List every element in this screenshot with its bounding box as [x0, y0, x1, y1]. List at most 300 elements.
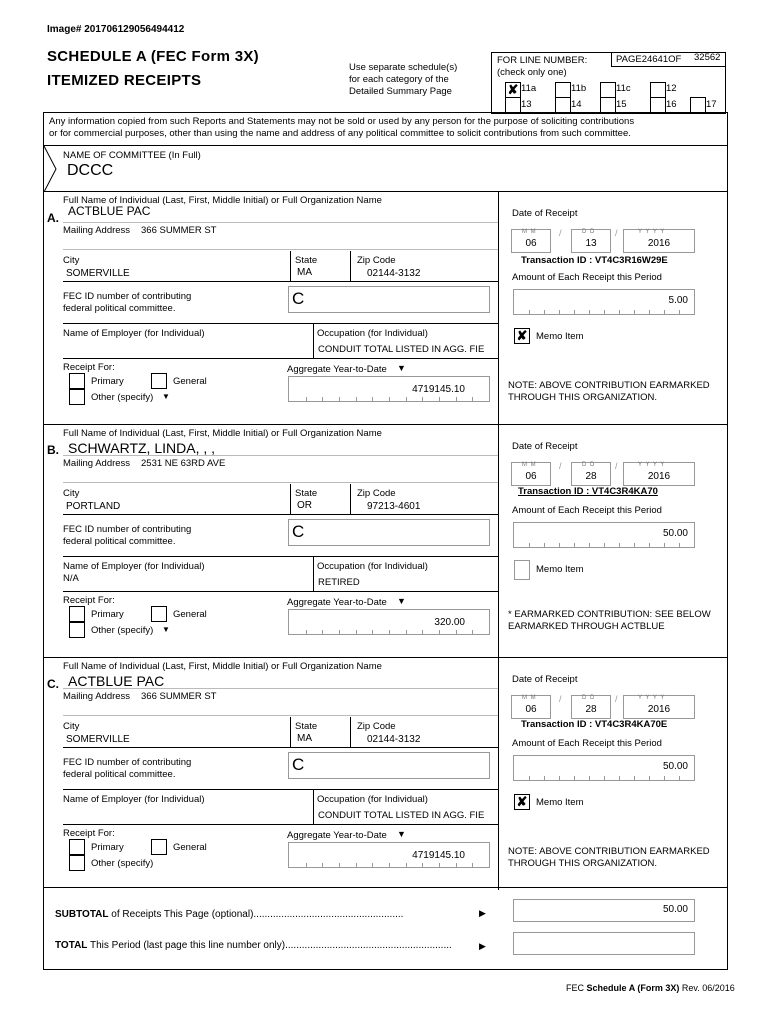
- memo-label: Memo Item: [536, 797, 584, 808]
- state-divider: [290, 717, 291, 747]
- aggregate-value: 4719145.10: [412, 384, 465, 395]
- date-year: 2016: [647, 704, 671, 715]
- box-tick: [322, 863, 323, 867]
- zip-value: 97213-4601: [367, 501, 421, 512]
- total-bold: TOTAL: [55, 940, 88, 951]
- box-tick: [456, 863, 457, 867]
- memo-label: Memo Item: [536, 564, 584, 575]
- subtotal-value: 50.00: [662, 904, 688, 915]
- entry-letter: A.: [47, 211, 59, 225]
- aggregate-label: Aggregate Year-to-Date: [287, 364, 387, 375]
- chevron-down-icon: ▼: [162, 392, 170, 401]
- mailing-label: Mailing Address: [63, 458, 131, 469]
- occupation-underline: [63, 824, 498, 825]
- box-tick: [529, 776, 530, 780]
- committee-divider: [43, 145, 727, 146]
- date-month: 06: [525, 704, 537, 715]
- note-line: THROUGH THIS ORGANIZATION.: [508, 392, 658, 403]
- total-rest: This Period (last page this line number only)............................................................: [87, 940, 452, 951]
- memo-checkbox[interactable]: ✘: [514, 794, 530, 810]
- receipt-for-label: Receipt For:: [63, 828, 115, 839]
- fec-id-line: federal political committee.: [63, 769, 176, 780]
- subtotal-arrow-icon: ▶: [479, 908, 486, 918]
- date-day-box[interactable]: [571, 229, 611, 253]
- year-hint: Y Y Y Y: [638, 229, 666, 235]
- aggregate-box: [288, 376, 490, 402]
- employer-top: [63, 789, 498, 790]
- box-tick: [664, 310, 665, 314]
- occupation-divider: [313, 323, 314, 358]
- check-hint: (check only one): [497, 67, 567, 78]
- box-tick: [306, 630, 307, 634]
- state-label: State: [295, 721, 318, 732]
- city-underline: [63, 281, 498, 282]
- employer-label: Name of Employer (for Individual): [63, 561, 205, 572]
- box-tick: [472, 863, 473, 867]
- line-11b-label: 11b: [571, 83, 587, 94]
- year-hint: Y Y Y Y: [638, 462, 666, 468]
- line-13-label: 13: [521, 99, 532, 110]
- footer-form: Schedule A (Form 3X): [586, 983, 680, 993]
- general-checkbox[interactable]: [151, 373, 167, 389]
- zip-divider: [350, 251, 351, 281]
- state-divider: [290, 251, 291, 281]
- box-tick: [619, 543, 620, 547]
- occupation-value: CONDUIT TOTAL LISTED IN AGG. FIE: [318, 344, 485, 355]
- box-tick: [389, 863, 390, 867]
- occupation-underline: [63, 591, 498, 592]
- box-tick: [339, 630, 340, 634]
- month-hint: M M: [522, 229, 537, 235]
- city-label: City: [63, 721, 80, 732]
- amount-value: 50.00: [662, 761, 688, 772]
- zip-divider: [350, 717, 351, 747]
- box-tick: [406, 397, 407, 401]
- box-tick: [589, 776, 590, 780]
- column-divider: [498, 657, 499, 890]
- day-hint: D D: [582, 462, 596, 468]
- box-tick: [604, 543, 605, 547]
- entry-divider: [43, 657, 727, 658]
- occupation-divider: [313, 556, 314, 591]
- date-label: Date of Receipt: [512, 674, 578, 685]
- box-tick: [472, 397, 473, 401]
- page-number: 24641: [641, 54, 669, 65]
- total-value-box: [513, 932, 695, 955]
- box-tick: [619, 776, 620, 780]
- day-hint: D D: [582, 695, 596, 701]
- total-label: [55, 940, 485, 951]
- box-tick: [356, 397, 357, 401]
- year-hint: Y Y Y Y: [638, 695, 666, 701]
- date-day: 28: [585, 704, 597, 715]
- employer-top: [63, 323, 498, 324]
- city-label: City: [63, 255, 80, 266]
- box-tick: [339, 863, 340, 867]
- box-tick: [679, 776, 680, 780]
- box-tick: [649, 543, 650, 547]
- box-tick: [679, 543, 680, 547]
- amount-label: Amount of Each Receipt this Period: [512, 738, 662, 749]
- other-checkbox[interactable]: [69, 622, 85, 638]
- fec-id-label: [63, 757, 191, 781]
- box-tick: [544, 543, 545, 547]
- note-line: Detailed Summary Page: [349, 86, 452, 97]
- line-16-label: 16: [666, 99, 677, 110]
- fec-id-line: FEC ID number of contributing: [63, 291, 192, 302]
- line-11b-checkbox[interactable]: [555, 82, 571, 98]
- city-value: SOMERVILLE: [66, 734, 130, 745]
- aggregate-label: Aggregate Year-to-Date: [287, 830, 387, 841]
- fec-prefix: C: [292, 522, 305, 541]
- general-label: General: [173, 842, 207, 853]
- date-field: [511, 462, 696, 486]
- note-line: NOTE: ABOVE CONTRIBUTION EARMARKED: [508, 380, 710, 391]
- box-tick: [422, 863, 423, 867]
- mailing-address: 2531 NE 63RD AVE: [141, 458, 226, 469]
- employer-top: [63, 556, 498, 557]
- transaction-id: Transaction ID : VT4C3R4KA70: [518, 486, 658, 497]
- committee-name: DCCC: [67, 162, 114, 179]
- note-line: NOTE: ABOVE CONTRIBUTION EARMARKED: [508, 846, 710, 857]
- entry-note: [508, 846, 710, 870]
- page-total: 32562: [694, 52, 721, 63]
- state-label: State: [295, 488, 318, 499]
- entry-note: [508, 609, 711, 633]
- employer-value: N/A: [63, 573, 79, 584]
- schedule-subtitle: ITEMIZED RECEIPTS: [47, 72, 202, 89]
- memo-checkbox[interactable]: [514, 560, 530, 580]
- line-11c-label: 11c: [616, 83, 631, 94]
- fec-id-line: federal political committee.: [63, 536, 176, 547]
- fec-id-line: FEC ID number of contributing: [63, 524, 192, 535]
- line-number-label: FOR LINE NUMBER:: [497, 55, 588, 66]
- box-tick: [322, 630, 323, 634]
- line-11a-checkbox[interactable]: ✘: [505, 82, 521, 98]
- line-17-checkbox[interactable]: [690, 97, 706, 113]
- date-slash: /: [615, 461, 618, 471]
- box-tick: [439, 397, 440, 401]
- zip-label: Zip Code: [357, 721, 396, 732]
- line-11c-checkbox[interactable]: [600, 82, 616, 98]
- date-month-box[interactable]: [511, 462, 551, 486]
- date-year-box[interactable]: [623, 695, 695, 719]
- of-label: OF: [668, 54, 682, 65]
- primary-checkbox[interactable]: [69, 373, 85, 389]
- entry-divider: [43, 424, 727, 425]
- totals-divider: [43, 887, 727, 888]
- box-tick: [422, 397, 423, 401]
- date-day-box[interactable]: [571, 462, 611, 486]
- occupation-label: Occupation (for Individual): [317, 328, 428, 339]
- subtotal-rest: of Receipts This Page (optional)......................................................: [108, 909, 404, 920]
- committee-bracket: [44, 146, 58, 192]
- primary-checkbox[interactable]: [69, 839, 85, 855]
- box-tick: [679, 310, 680, 314]
- image-id: Image# 201706129056494412: [47, 24, 185, 35]
- disclaimer: [49, 116, 724, 140]
- box-tick: [439, 863, 440, 867]
- address-underline: [63, 482, 498, 483]
- receipt-entry: [0, 191, 770, 424]
- date-slash: /: [559, 228, 562, 238]
- box-tick: [322, 397, 323, 401]
- line-14-checkbox[interactable]: [555, 97, 571, 113]
- contributor-name: ACTBLUE PAC: [68, 204, 151, 218]
- fec-prefix: C: [292, 289, 305, 308]
- page-label: PAGE: [616, 54, 642, 65]
- fec-id-input[interactable]: [288, 752, 490, 779]
- aggregate-arrow-icon: ▼: [397, 596, 406, 606]
- amount-box: [513, 522, 695, 548]
- entry-letter: C.: [47, 677, 59, 691]
- fec-id-label: [63, 291, 191, 315]
- box-tick: [422, 630, 423, 634]
- general-label: General: [173, 609, 207, 620]
- amount-label: Amount of Each Receipt this Period: [512, 272, 662, 283]
- state-label: State: [295, 255, 318, 266]
- box-tick: [544, 310, 545, 314]
- footer: [566, 983, 735, 993]
- box-tick: [529, 310, 530, 314]
- date-field: [511, 229, 696, 253]
- box-tick: [559, 776, 560, 780]
- entry-letter: B.: [47, 443, 59, 457]
- aggregate-box: [288, 609, 490, 635]
- box-tick: [406, 630, 407, 634]
- full-name-label: Full Name of Individual (Last, First, Middle Initial) or Full Organization Name: [63, 195, 382, 206]
- aggregate-arrow-icon: ▼: [397, 829, 406, 839]
- date-label: Date of Receipt: [512, 441, 578, 452]
- amount-label: Amount of Each Receipt this Period: [512, 505, 662, 516]
- box-tick: [306, 863, 307, 867]
- city-underline: [63, 514, 498, 515]
- other-checkbox[interactable]: [69, 389, 85, 405]
- box-tick: [472, 630, 473, 634]
- date-day: 28: [585, 471, 597, 482]
- receipt-entry: [0, 424, 770, 657]
- mailing-address: 366 SUMMER ST: [141, 225, 217, 236]
- schedule-title: SCHEDULE A (FEC Form 3X): [47, 48, 259, 65]
- amount-box: [513, 289, 695, 315]
- occupation-value: RETIRED: [318, 577, 360, 588]
- state-value: OR: [297, 500, 312, 511]
- box-tick: [439, 630, 440, 634]
- date-field: [511, 695, 696, 719]
- box-tick: [559, 543, 560, 547]
- box-tick: [372, 397, 373, 401]
- occupation-label: Occupation (for Individual): [317, 561, 428, 572]
- address-underline: [63, 249, 498, 250]
- occupation-divider: [313, 789, 314, 824]
- page-indicator: [616, 54, 681, 65]
- primary-label: Primary: [91, 609, 124, 620]
- line-12-label: 12: [666, 83, 677, 94]
- state-value: MA: [297, 267, 312, 278]
- name-underline: [63, 688, 498, 689]
- total-arrow-icon: ▶: [479, 941, 486, 951]
- memo-checkbox[interactable]: ✘: [514, 328, 530, 344]
- subtotal-bold: SUBTOTAL: [55, 909, 109, 920]
- box-tick: [634, 543, 635, 547]
- aggregate-box: [288, 842, 490, 868]
- city-value: PORTLAND: [66, 501, 121, 512]
- line-16-checkbox[interactable]: [650, 97, 666, 113]
- column-divider: [498, 424, 499, 657]
- aggregate-value: 320.00: [434, 617, 465, 628]
- month-hint: M M: [522, 462, 537, 468]
- aggregate-label: Aggregate Year-to-Date: [287, 597, 387, 608]
- memo-label: Memo Item: [536, 331, 584, 342]
- box-tick: [604, 776, 605, 780]
- city-underline: [63, 747, 498, 748]
- box-tick: [559, 310, 560, 314]
- box-tick: [544, 776, 545, 780]
- state-value: MA: [297, 733, 312, 744]
- occupation-label: Occupation (for Individual): [317, 794, 428, 805]
- receipt-entry: [0, 657, 770, 890]
- primary-checkbox[interactable]: [69, 606, 85, 622]
- transaction-id: Transaction ID : VT4C3R16W29E: [521, 255, 668, 266]
- other-checkbox[interactable]: [69, 855, 85, 871]
- note-line: THROUGH THIS ORGANIZATION.: [508, 858, 658, 869]
- separate-schedule-note: [349, 62, 457, 98]
- fec-id-line: federal political committee.: [63, 303, 176, 314]
- employer-label: Name of Employer (for Individual): [63, 794, 205, 805]
- box-tick: [574, 776, 575, 780]
- other-label: Other (specify): [91, 858, 154, 869]
- line-15-checkbox[interactable]: [600, 97, 616, 113]
- zip-label: Zip Code: [357, 488, 396, 499]
- subtotal-label: [55, 909, 485, 920]
- box-tick: [604, 310, 605, 314]
- date-year: 2016: [647, 238, 671, 249]
- note-line: for each category of the: [349, 74, 449, 85]
- general-checkbox[interactable]: [151, 606, 167, 622]
- chevron-down-icon: ▼: [162, 625, 170, 634]
- date-slash: /: [615, 228, 618, 238]
- date-slash: /: [559, 694, 562, 704]
- aggregate-value: 4719145.10: [412, 850, 465, 861]
- box-tick: [339, 397, 340, 401]
- employer-label: Name of Employer (for Individual): [63, 328, 205, 339]
- column-divider: [498, 191, 499, 424]
- line-12-checkbox[interactable]: [650, 82, 666, 98]
- line-option-grid: [505, 82, 725, 112]
- fec-id-input[interactable]: [288, 286, 490, 313]
- date-month-box[interactable]: [511, 695, 551, 719]
- primary-label: Primary: [91, 376, 124, 387]
- name-underline: [63, 222, 498, 223]
- amount-value: 50.00: [662, 528, 688, 539]
- disclaimer-line: or for commercial purposes, other than using the name and address of any political committee to solicit contributions from such committee.: [49, 128, 631, 139]
- date-day: 13: [585, 238, 597, 249]
- footer-rev: Rev. 06/2016: [679, 983, 735, 993]
- line-15-label: 15: [616, 99, 627, 110]
- date-day-box[interactable]: [571, 695, 611, 719]
- box-tick: [372, 630, 373, 634]
- line-13-checkbox[interactable]: [505, 97, 521, 113]
- contributor-name: ACTBLUE PAC: [68, 673, 165, 689]
- line-17-label: 17: [706, 99, 717, 110]
- box-tick: [664, 776, 665, 780]
- full-name-label: Full Name of Individual (Last, First, Middle Initial) or Full Organization Name: [63, 661, 382, 672]
- date-slash: /: [615, 694, 618, 704]
- box-tick: [356, 630, 357, 634]
- city-value: SOMERVILLE: [66, 268, 130, 279]
- date-month-box[interactable]: [511, 229, 551, 253]
- box-tick: [634, 310, 635, 314]
- date-label: Date of Receipt: [512, 208, 578, 219]
- fec-id-label: [63, 524, 191, 548]
- zip-value: 02144-3132: [367, 268, 421, 279]
- note-line: Use separate schedule(s): [349, 62, 458, 73]
- fec-prefix: C: [292, 755, 305, 774]
- box-tick: [619, 310, 620, 314]
- box-tick: [589, 310, 590, 314]
- line-14-label: 14: [571, 99, 582, 110]
- box-tick: [389, 397, 390, 401]
- fec-id-input[interactable]: [288, 519, 490, 546]
- subtotal-value-box: [513, 899, 695, 922]
- transaction-id: Transaction ID : VT4C3R4KA70E: [521, 719, 668, 730]
- box-tick: [634, 776, 635, 780]
- box-tick: [649, 310, 650, 314]
- mailing-label: Mailing Address: [63, 691, 131, 702]
- other-label: Other (specify): [91, 392, 154, 403]
- full-name-label: Full Name of Individual (Last, First, Middle Initial) or Full Organization Name: [63, 428, 382, 439]
- general-checkbox[interactable]: [151, 839, 167, 855]
- receipt-for-label: Receipt For:: [63, 362, 115, 373]
- zip-divider: [350, 484, 351, 514]
- entry-note: [508, 380, 710, 404]
- occupation-underline: [63, 358, 498, 359]
- city-label: City: [63, 488, 80, 499]
- date-slash: /: [559, 461, 562, 471]
- box-tick: [456, 397, 457, 401]
- box-tick: [649, 776, 650, 780]
- date-year-box[interactable]: [623, 229, 695, 253]
- fec-id-line: FEC ID number of contributing: [63, 757, 192, 768]
- name-underline: [63, 455, 498, 456]
- state-divider: [290, 484, 291, 514]
- zip-value: 02144-3132: [367, 734, 421, 745]
- committee-label: NAME OF COMMITTEE (In Full): [63, 150, 201, 161]
- box-tick: [664, 543, 665, 547]
- box-tick: [574, 543, 575, 547]
- other-label: Other (specify): [91, 625, 154, 636]
- general-label: General: [173, 376, 207, 387]
- box-tick: [372, 863, 373, 867]
- disclaimer-line: Any information copied from such Reports and Statements may not be sold or used by any person for the purpose of soliciting contributions: [49, 116, 635, 127]
- month-hint: M M: [522, 695, 537, 701]
- address-underline: [63, 715, 498, 716]
- line-11a-label: 11a: [521, 83, 537, 94]
- footer-prefix: FEC: [566, 983, 587, 993]
- amount-value: 5.00: [668, 295, 688, 306]
- amount-box: [513, 755, 695, 781]
- receipt-for-label: Receipt For:: [63, 595, 115, 606]
- primary-label: Primary: [91, 842, 124, 853]
- box-tick: [589, 543, 590, 547]
- note-line: EARMARKED THROUGH ACTBLUE: [508, 621, 665, 632]
- box-tick: [529, 543, 530, 547]
- mailing-address: 366 SUMMER ST: [141, 691, 217, 702]
- date-year-box[interactable]: [623, 462, 695, 486]
- date-month: 06: [525, 471, 537, 482]
- contributor-name: SCHWARTZ, LINDA, , ,: [68, 440, 216, 456]
- date-month: 06: [525, 238, 537, 249]
